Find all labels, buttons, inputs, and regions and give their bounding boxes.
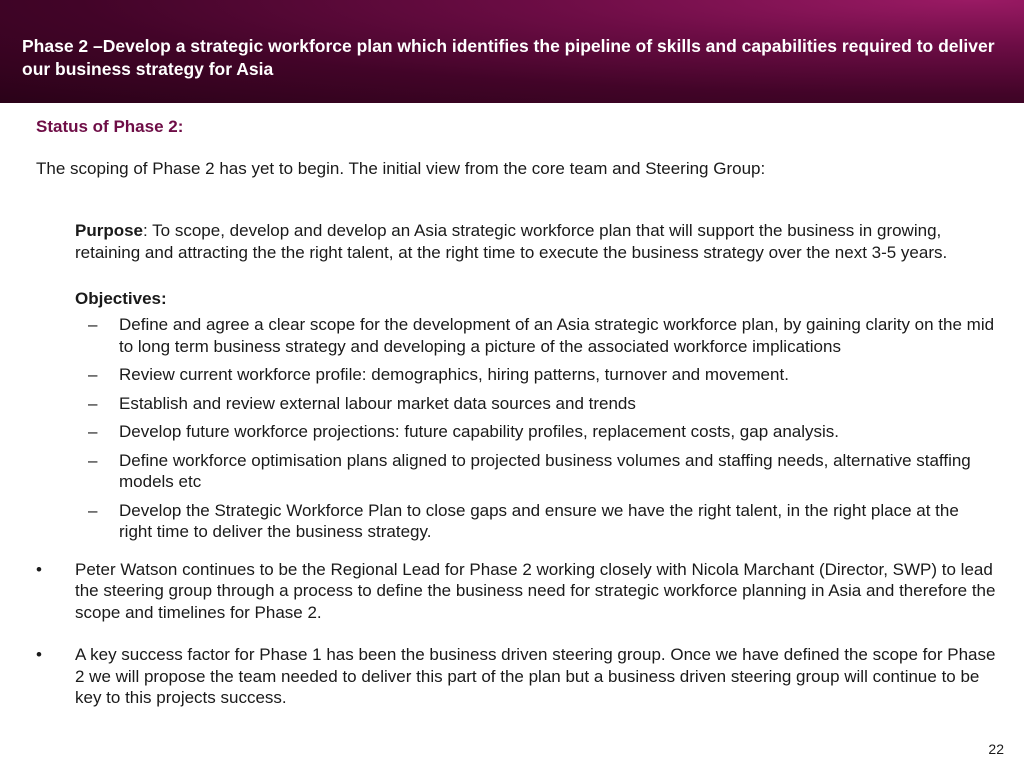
bullet-marker: • <box>36 559 42 579</box>
bullet-text: Peter Watson continues to be the Regional Lead for Phase 2 working closely with Nicola Marchant (Director, SWP) to lead the steering group through a process to define the business need for strategic workforce planning in Asia and therefore the scope and timelines for Phase 2. <box>75 559 996 622</box>
purpose-paragraph <box>75 220 996 264</box>
objective-text: Develop the Strategic Workforce Plan to close gaps and ensure we have the right talent, in the right place at the right time to deliver the business strategy. <box>119 500 959 541</box>
objective-item <box>36 314 996 357</box>
objectives-list <box>36 314 996 543</box>
objective-item <box>36 450 996 493</box>
slide-header <box>0 0 1024 103</box>
dash-marker: – <box>88 365 98 384</box>
bullet-item <box>36 559 996 624</box>
objective-item <box>36 421 996 443</box>
dash-marker: – <box>88 422 98 441</box>
objective-item <box>36 393 996 415</box>
bullet-item <box>36 644 996 709</box>
objective-text: Define and agree a clear scope for the development of an Asia strategic workforce plan, by gaining clarity on the mid to long term business strategy and developing a picture of the associated workforce implications <box>119 315 995 356</box>
bullet-marker: • <box>36 645 42 664</box>
slide-title: Phase 2 –Develop a strategic workforce plan which identifies the pipeline of skills and capabilities required to deliver our business strategy for Asia <box>22 36 995 79</box>
bullet-text: A key success factor for Phase 1 has been the business driven steering group. Once we have defined the scope for Phase 2 we will propose the team needed to deliver this part of the plan but a business driven steering group will continue to be key to this projects success. <box>75 645 996 707</box>
objective-item <box>36 500 996 543</box>
dash-marker: – <box>88 500 98 520</box>
slide-body <box>36 116 996 730</box>
dash-marker: – <box>88 393 98 413</box>
status-heading: Status of Phase 2: <box>36 117 184 136</box>
bullet-list <box>36 559 996 709</box>
objective-text: Define workforce optimisation plans aligned to projected business volumes and staffing needs, alternative staffing models etc <box>119 450 971 491</box>
objective-item <box>36 364 996 386</box>
purpose-text: : To scope, develop and develop an Asia strategic workforce plan that will support the business in growing, retaining and attracting the the right talent, at the right time to execute the business strategy over the next 3-5 years. <box>75 221 948 262</box>
dash-marker: – <box>88 315 98 334</box>
purpose-label: Purpose <box>75 221 144 240</box>
intro-text: The scoping of Phase 2 has yet to begin. The initial view from the core team and Steering Group: <box>36 159 766 178</box>
objectives-heading: Objectives: <box>75 289 167 308</box>
objective-text: Establish and review external labour market data sources and trends <box>119 393 636 413</box>
page-number: 22 <box>988 741 1004 757</box>
dash-marker: – <box>88 450 98 470</box>
objective-text: Review current workforce profile: demographics, hiring patterns, turnover and movement. <box>119 365 789 384</box>
objective-text: Develop future workforce projections: future capability profiles, replacement costs, gap analysis. <box>119 422 840 441</box>
